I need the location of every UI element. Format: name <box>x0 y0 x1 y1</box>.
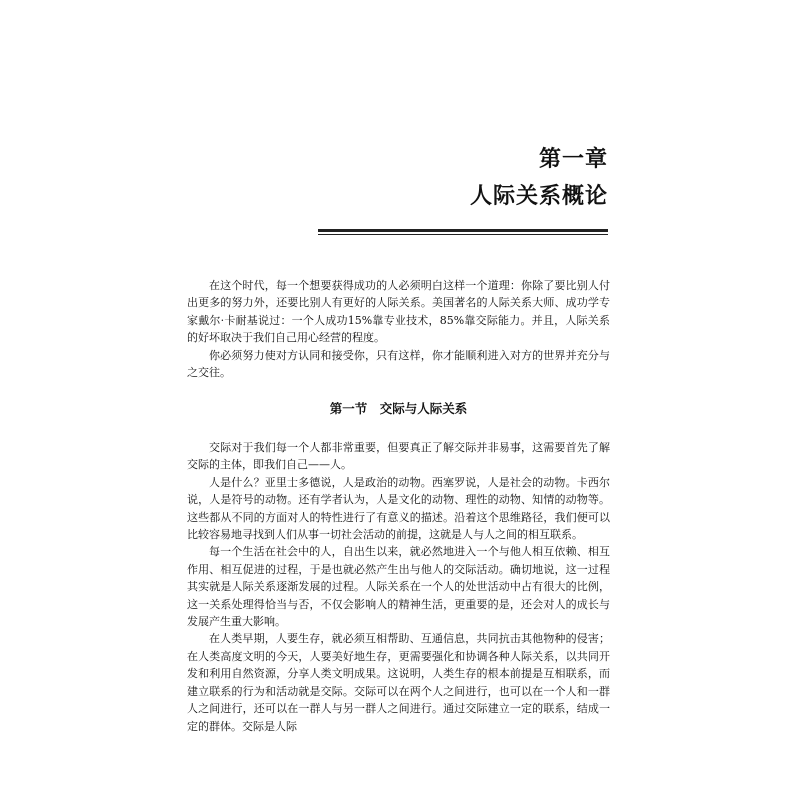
body-paragraph: 人是什么？亚里士多德说，人是政治的动物。西塞罗说，人是社会的动物。卡西尔说，人是符号的动物。还有学者认为，人是文化的动物、理性的动物、知情的动物等。这些都从不同的方面对人的特性进行了有意义的描述。沿着这个思维路径，我们便可以比较容易地寻找到人们从事一切社会活动的前提，这就是人与人之间的相互联系。 <box>187 475 610 542</box>
intro-text <box>187 277 610 381</box>
chapter-number: 第一章 <box>538 147 608 172</box>
chapter-title: 人际关系概论 <box>469 184 608 209</box>
divider-thick-line <box>318 229 608 232</box>
body-paragraph: 每一个生活在社会中的人，自出生以来，就必然地进入一个与他人相互依赖、相互作用、相互促进的过程，于是也就必然产生出与他人的交际活动。确切地说，这一过程其实就是人际关系逐渐发展的过程。人际关系在一个人的处世活动中占有很大的比例，这一关系处理得恰当与否，不仅会影响人的精神生活，更重要的是，还会对人的成长与发展产生重大影响。 <box>187 545 610 629</box>
body-paragraph: 交际对于我们每一个人都非常重要，但要真正了解交际并非易事，这需要首先了解交际的主体，即我们自己——人。 <box>187 441 610 472</box>
section-heading: 第一节 交际与人际关系 <box>329 401 468 416</box>
intro-paragraph: 在这个时代，每一个想要获得成功的人必须明白这样一个道理：你除了要比别人付出更多的努力外，还要比别人有更好的人际关系。美国著名的人际关系大师、成功学专家戴尔·卡耐基说过：一个人成功15%靠专业技术，85%靠交际能力。并且，人际关系的好坏取决于我们自己用心经营的程度。 <box>187 279 610 345</box>
section-body-text <box>187 439 610 735</box>
divider-thin-line <box>318 234 608 235</box>
intro-paragraph: 你必须努力使对方认同和接受你，只有这样，你才能顺利进入对方的世界并充分与之交往。 <box>187 348 610 380</box>
body-paragraph: 在人类早期，人要生存，就必须互相帮助、互通信息，共同抗击其他物种的侵害；在人类高度文明的今天，人要美好地生存，更需要强化和协调各种人际关系，以共同开发和利用自然资源，分享人类文明成果。这说明，人类生存的根本前提是互相联系，而建立联系的行为和活动就是交际。交际可以在两个人之间进行，也可以在一个人和一群人之间进行，还可以在一群人与另一群人之间进行。通过交际建立一定的联系，结成一定的群体。交际是人际 <box>187 632 610 733</box>
chapter-divider <box>318 229 608 235</box>
